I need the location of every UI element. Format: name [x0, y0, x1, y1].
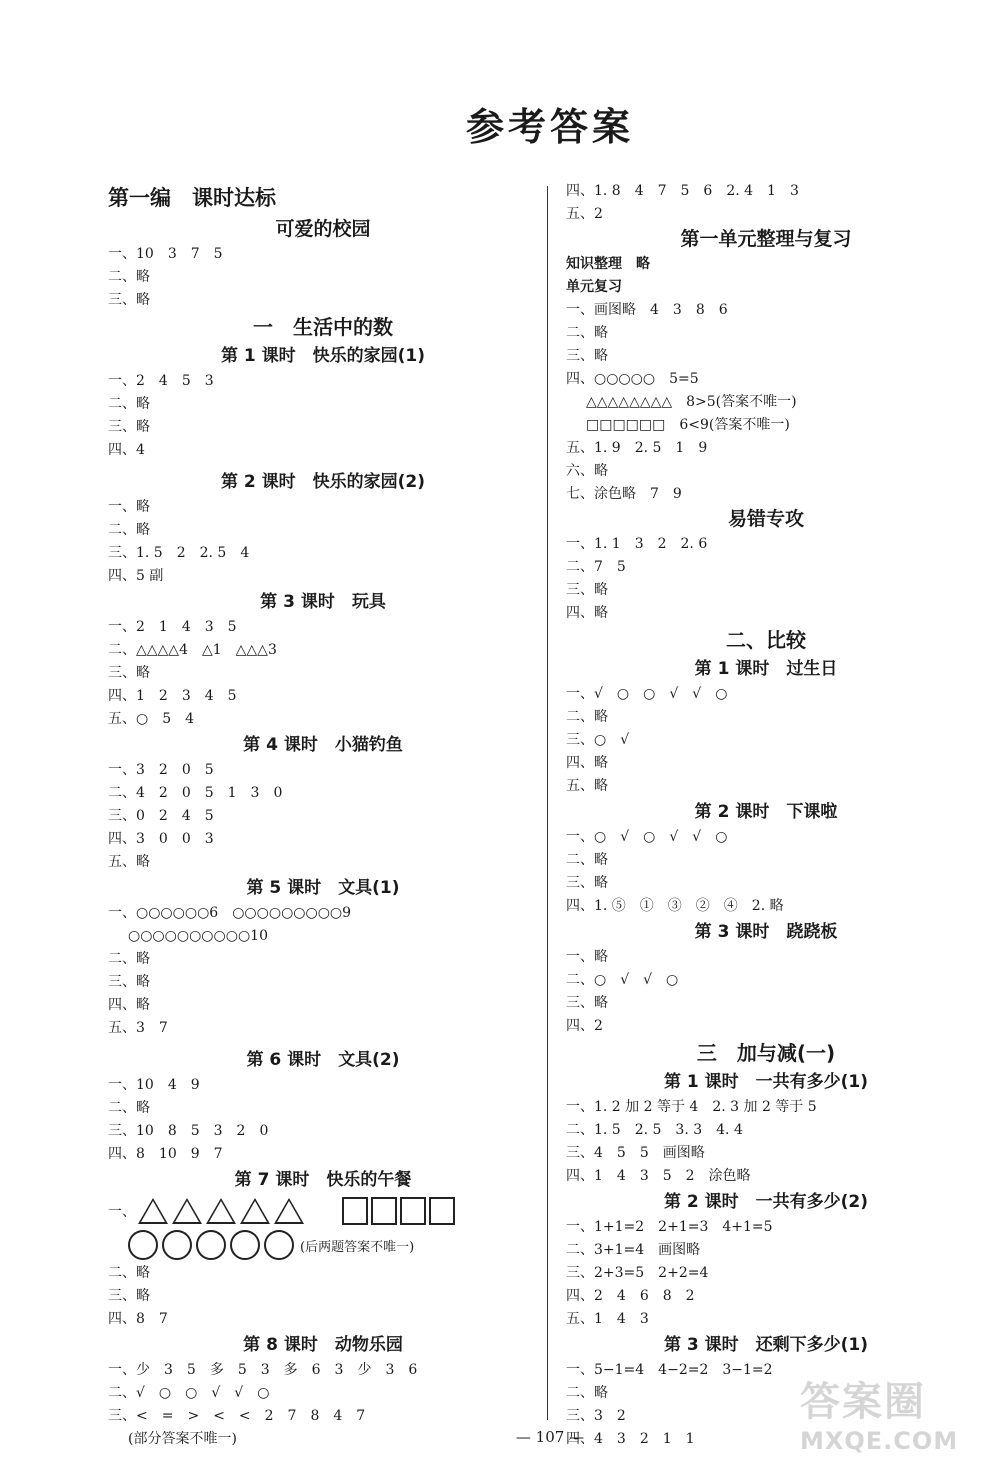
answer-line: □□□□□□ 6<9(答案不唯一): [586, 417, 790, 433]
answer-line: 一、画图略 4 3 8 6: [566, 302, 728, 318]
answer-line: 四、4: [108, 442, 145, 458]
answer-line: ○○○○○○○○○○10: [128, 928, 268, 944]
page-title: 参考答案: [465, 105, 634, 149]
answer-line: 二、略: [566, 709, 608, 725]
answer-line: 三、4 5 5 画图略: [566, 1145, 705, 1161]
answer-line: 一、2 4 5 3: [108, 373, 214, 389]
answer-line: 一、略: [566, 949, 608, 965]
answer-line: 一、10 4 9: [108, 1077, 200, 1093]
lesson-title: 第 5 课时 文具(1): [246, 878, 400, 898]
answer-line: 三、略: [566, 582, 608, 598]
answer-line: 三、3 2: [566, 1408, 626, 1424]
answer-line: 三、略: [108, 1288, 150, 1304]
answer-line: 四、1 4 3 5 2 涂色略: [566, 1168, 751, 1184]
answer-line: 四、3 0 0 3: [108, 831, 214, 847]
watermark-text: 答案圈: [800, 1379, 926, 1425]
answer-line: 一、略: [108, 499, 150, 515]
answer-line: 四、8 7: [108, 1311, 168, 1327]
answer-line: 五、1. 9 2. 5 1 9: [566, 440, 708, 456]
answer-line: 五、略: [108, 854, 150, 870]
answer-line: 三、< = > < < 2 7 8 4 7: [108, 1408, 366, 1424]
triangle-icon: [172, 1198, 202, 1224]
answer-line: 二、略: [108, 522, 150, 538]
answer-line: 六、略: [566, 463, 608, 479]
lesson-title: 第 2 课时 一共有多少(2): [663, 1192, 869, 1212]
square-icon: [400, 1197, 426, 1225]
lesson-title: 第 2 课时 快乐的家园(2): [220, 472, 426, 492]
answer-line: 四、2: [566, 1018, 603, 1034]
answer-line: 二、略: [108, 269, 150, 285]
answer-line: 一、1+1=2 2+1=3 4+1=5: [566, 1219, 773, 1235]
lesson-title: 第 2 课时 下课啦: [694, 802, 838, 822]
answer-line: 三、略: [566, 348, 608, 364]
lesson-title: 第 3 课时 还剩下多少(1): [663, 1335, 869, 1355]
answer-line: 七、涂色略 7 9: [566, 486, 682, 502]
answer-line: 二、3+1=4 画图略: [566, 1242, 701, 1258]
answer-line: 三、10 8 5 3 2 0: [108, 1123, 269, 1139]
answer-line: 二、△△△△4 △1 △△△3: [108, 642, 277, 658]
answer-note: (后两题答案不唯一): [300, 1239, 415, 1255]
left-column: [108, 180, 538, 1451]
unit-title: 三 加与减(一): [696, 1041, 836, 1065]
section-title: 可爱的校园: [275, 218, 371, 240]
answer-note: (部分答案不唯一): [128, 1431, 237, 1447]
answer-line: 二、7 5: [566, 559, 626, 575]
answer-line: 三、略: [108, 292, 150, 308]
answer-line: 二、略: [108, 396, 150, 412]
answer-line: 二、略: [108, 1100, 150, 1116]
answer-line: 一、○○○○○○6 ○○○○○○○○○9: [108, 905, 352, 921]
answer-line: 三、2+3=5 2+2=4: [566, 1265, 709, 1281]
answer-line: 一、1. 2 加 2 等于 4 2. 3 加 2 等于 5: [566, 1099, 817, 1115]
answer-line: 四、略: [566, 755, 608, 771]
answer-line: 一、5−1=4 4−2=2 3−1=2: [566, 1362, 773, 1378]
watermark-logo: [800, 1370, 990, 1460]
answer-line: 四、○○○○○ 5=5: [566, 371, 699, 387]
circle-icon: [196, 1230, 226, 1260]
answer-line: 二、略: [566, 325, 608, 341]
column-divider: [547, 186, 548, 1420]
lesson-title: 第 1 课时 过生日: [694, 659, 838, 679]
answer-line: 五、略: [566, 778, 608, 794]
answer-line: 一、3 2 0 5: [108, 762, 214, 778]
answer-line: 一、√ ○ ○ √ √ ○: [566, 686, 728, 702]
answer-line: 二、4 2 0 5 1 3 0: [108, 785, 283, 801]
answer-line: 二、略: [566, 852, 608, 868]
answer-lead: 一、: [108, 1204, 136, 1220]
answer-line: 一、10 3 7 5: [108, 246, 223, 262]
answer-line: 四、略: [108, 997, 150, 1013]
answer-line: 四、1. 8 4 7 5 6 2. 4 1 3: [566, 183, 799, 199]
unit-title: 二、比较: [726, 628, 806, 652]
answer-line: △△△△△△△△ 8>5(答案不唯一): [586, 394, 797, 410]
unit-title: 一 生活中的数: [253, 315, 393, 339]
answer-line: 四、4 3 2 1 1: [566, 1431, 695, 1447]
triangle-icon: [240, 1198, 270, 1224]
circle-icon: [128, 1230, 158, 1260]
lesson-title: 第 3 课时 玩具: [260, 592, 386, 612]
circle-icon: [162, 1230, 192, 1260]
triangle-icon: [206, 1198, 236, 1224]
answer-line: 一、1. 1 3 2 2. 6: [566, 536, 708, 552]
page-number: — 107 —: [515, 1428, 585, 1446]
answer-line: 三、0 2 4 5: [108, 808, 214, 824]
part-title: 第一编 课时达标: [108, 186, 276, 210]
lesson-title: 第 1 课时 快乐的家园(1): [220, 346, 426, 366]
answer-line: 三、略: [566, 875, 608, 891]
answer-line: 三、略: [108, 974, 150, 990]
lesson-title: 第 1 课时 一共有多少(1): [663, 1072, 869, 1092]
answer-line: 四、1. ⑤ ① ③ ② ④ 2. 略: [566, 898, 784, 914]
shape-answer-row: [108, 1228, 538, 1262]
lesson-title: 第 4 课时 小猫钓鱼: [243, 735, 403, 755]
section-label: 知识整理 略: [566, 256, 650, 272]
lesson-title: 第 8 课时 动物乐园: [243, 1335, 403, 1355]
answer-line: 二、略: [108, 951, 150, 967]
answer-line: 四、8 10 9 7: [108, 1146, 223, 1162]
answer-line: 一、○ √ ○ √ √ ○: [566, 829, 728, 845]
answer-line: 二、略: [108, 1265, 150, 1281]
watermark-url: MXQE.COM: [800, 1427, 959, 1455]
answer-line: 三、略: [108, 665, 150, 681]
answer-line: 五、○ 5 4: [108, 711, 195, 727]
triangle-icon: [274, 1198, 304, 1224]
answer-line: 二、√ ○ ○ √ √ ○: [108, 1385, 270, 1401]
section-label: 单元复习: [566, 279, 622, 295]
shape-answer-row: [108, 1194, 538, 1228]
lesson-title: 第 3 课时 跷跷板: [694, 922, 838, 942]
answer-line: 四、1 2 3 4 5: [108, 688, 237, 704]
right-column: [566, 180, 966, 1451]
lesson-title: 第 6 课时 文具(2): [246, 1050, 400, 1070]
triangle-icon: [138, 1198, 168, 1224]
circle-icon: [264, 1230, 294, 1260]
answer-line: 五、2: [566, 206, 603, 222]
section-title: 易错专攻: [727, 508, 804, 530]
answer-line: 一、2 1 4 3 5: [108, 619, 237, 635]
lesson-title: 第 7 课时 快乐的午餐: [234, 1170, 412, 1190]
circle-icon: [230, 1230, 260, 1260]
answer-line: 三、1. 5 2 2. 5 4: [108, 545, 250, 561]
answer-line: 三、略: [108, 419, 150, 435]
answer-line: 四、2 4 6 8 2: [566, 1288, 695, 1304]
square-icon: [342, 1197, 368, 1225]
answer-line: 五、1 4 3: [566, 1311, 649, 1327]
section-title: 第一单元整理与复习: [680, 228, 852, 250]
answer-line: 三、略: [566, 995, 608, 1011]
answer-line: 三、○ √: [566, 732, 630, 748]
answer-line: 二、1. 5 2. 5 3. 3 4. 4: [566, 1122, 743, 1138]
answer-line: 二、○ √ √ ○: [566, 972, 679, 988]
square-icon: [429, 1197, 455, 1225]
answer-line: 二、略: [566, 1385, 608, 1401]
answer-line: 四、5 副: [108, 568, 164, 584]
answer-line: 五、3 7: [108, 1020, 168, 1036]
answer-line: 四、略: [566, 605, 608, 621]
square-icon: [371, 1197, 397, 1225]
answer-line: 一、少 3 5 多 5 3 多 6 3 少 3 6: [108, 1362, 418, 1378]
